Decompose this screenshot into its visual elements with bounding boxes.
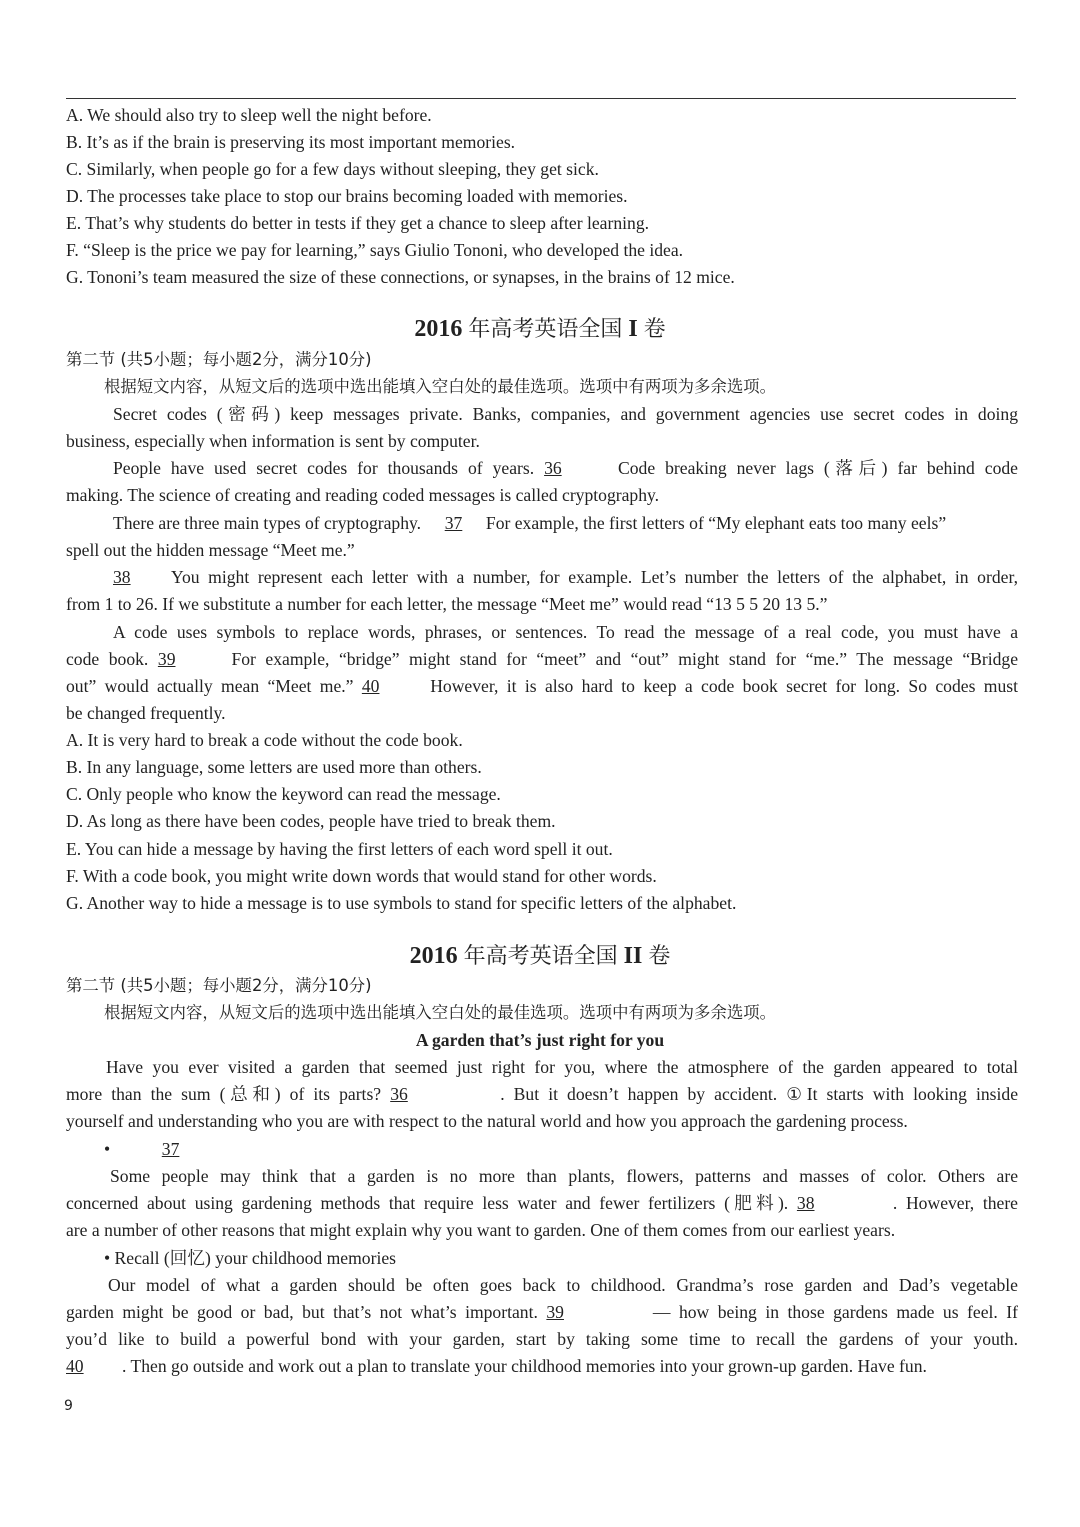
option-f-top: F. “Sleep is the price we pay for learning,” says Giulio Tononi, who developed the idea. [66, 240, 684, 260]
s1-option-f: F. With a code book, you might write down words that would stand for other words. [66, 866, 657, 886]
passage-title: A garden that’s just right for you [415, 1030, 665, 1050]
s2-p2-line3: are a number of other reasons that might explain why you want to garden. One of them comes from our earliest years. [66, 1220, 896, 1240]
s1-p4-line1 [66, 564, 1018, 591]
section2-heading [0, 939, 1080, 974]
section1-suffix: 卷 [643, 317, 666, 342]
blank-40: 40 [361, 676, 380, 696]
s1-p5-line2 [66, 646, 1018, 673]
blank-39: 39 [157, 649, 176, 669]
s1-option-c: C. Only people who know the keyword can read the message. [66, 784, 501, 804]
header-rule [66, 98, 1016, 99]
s2-bullet1-line [104, 1136, 304, 1163]
section1-heading-cn: 年高考英语全国 [468, 317, 623, 342]
s1-p2-line1 [66, 455, 1018, 482]
option-d-top: D. The processes take place to stop our brains becoming loaded with memories. [66, 186, 628, 206]
s1-option-e: E. You can hide a message by having the first letters of each word spell it out. [66, 839, 613, 859]
s1-option-a: A. It is very hard to break a code without the code book. [66, 730, 463, 750]
s2-p1b-post: . But it doesn’t happen by accident. ①It starts with looking inside [500, 1084, 1019, 1104]
s1-p3-pre: There are three main types of cryptography. [113, 513, 422, 533]
s2-blank-38: 38 [796, 1193, 815, 1213]
blank-37: 37 [444, 513, 463, 533]
section1-instruction: 根据短文内容，从短文后的选项中选出能填入空白处的最佳选项。选项中有两项为多余选项。 [104, 377, 777, 396]
option-c-top: C. Similarly, when people go for a few days without sleeping, they get sick. [66, 159, 599, 179]
s2-blank-37: 37 [161, 1139, 180, 1159]
s1-p2-post: Code breaking never lags (落后) far behind code [618, 458, 1018, 478]
s1-p4-post: You might represent each letter with a number, for example. Let’s number the letters of the alphabet, in order, [171, 567, 1019, 587]
s1-option-g: G. Another way to hide a message is to use symbols to stand for specific letters of the alphabet. [66, 893, 737, 913]
s1-p3-line1 [66, 510, 1031, 537]
s2-bullet2: • Recall (回忆) your childhood memories [104, 1248, 396, 1268]
s2-p3-line1: Our model of what a garden should be often goes back to childhood. Grandma’s rose garden and Dad’s vegetable [108, 1275, 1018, 1295]
s1-p3-post: For example, the first letters of “My elephant eats too many eels” [485, 513, 947, 533]
option-b-top: B. It’s as if the brain is preserving its most important memories. [66, 132, 516, 152]
option-a-top: A. We should also try to sleep well the night before. [66, 105, 432, 125]
s2-p1-line3: yourself and understanding who you are with respect to the natural world and how you approach the gardening process. [66, 1111, 908, 1131]
s2-p3-line4 [66, 1353, 1018, 1380]
s2-p2-line2 [66, 1190, 1018, 1217]
option-e-top: E. That’s why students do better in tests if they get a chance to sleep after learning. [66, 213, 650, 233]
s2-p1b-pre: more than the sum (总和) of its parts? [66, 1084, 382, 1104]
s2-p2b-pre: concerned about using gardening methods that require less water and fewer fertilizers (肥料). [66, 1193, 789, 1213]
s2-p3-line3: you’d like to build a powerful bond with your garden, start by taking some time to recall the gardens of your youth. [66, 1329, 1018, 1349]
s2-blank-36: 36 [390, 1084, 408, 1104]
s1-p5c-pre: out” would actually mean “Meet me.” [66, 676, 354, 696]
section1-roman: I [628, 316, 638, 342]
s1-p2-pre: People have used secret codes for thousands of years. [113, 458, 535, 478]
s1-p4-line2: from 1 to 26. If we substitute a number for each letter, the message “Meet me” would read “13 5 5 20 13 5.” [66, 594, 828, 614]
s1-option-d: D. As long as there have been codes, people have tried to break them. [66, 811, 556, 831]
s1-p5-line3 [66, 673, 1018, 700]
s2-p3b-pre: garden might be good or bad, but that’s not what’s important. [66, 1302, 538, 1322]
section2-instruction: 根据短文内容，从短文后的选项中选出能填入空白处的最佳选项。选项中有两项为多余选项。 [104, 1003, 777, 1022]
s1-option-b: B. In any language, some letters are used more than others. [66, 757, 482, 777]
bullet-icon: • [104, 1139, 111, 1159]
option-g-top: G. Tononi’s team measured the size of these connections, or synapses, in the brains of 12 mice. [66, 267, 735, 287]
s1-p5c-post: However, it is also hard to keep a code book secret for long. So codes must [430, 676, 1018, 696]
s1-p2-line2: making. The science of creating and reading coded messages is called cryptography. [66, 485, 660, 505]
blank-36: 36 [544, 458, 562, 478]
s2-p1-line2 [66, 1081, 1018, 1108]
s2-blank-40: 40 [66, 1356, 84, 1376]
blank-38: 38 [113, 567, 131, 587]
s1-p5-line4: be changed frequently. [66, 703, 226, 723]
section1-year: 2016 [414, 316, 463, 342]
s2-p3b-post: — how being in those gardens made us feel. If [652, 1302, 1019, 1322]
section2-part-title: 第二节 (共5小题；每小题2分，满分10分) [66, 976, 372, 995]
section2-suffix: 卷 [648, 944, 671, 969]
s2-p2b-post: . However, there [892, 1193, 1018, 1213]
s2-blank-39: 39 [546, 1302, 564, 1322]
section1-part-title: 第二节 (共5小题；每小题2分，满分10分) [66, 350, 372, 369]
s2-p1-line1: Have you ever visited a garden that seemed just right for you, where the atmosphere of the garden appeared to total [106, 1057, 1018, 1077]
s2-p3d-post: . Then go outside and work out a plan to translate your childhood memories into your grown-up garden. Have fun. [122, 1356, 927, 1376]
section1-heading [0, 312, 1080, 347]
s1-p5b-post: For example, “bridge” might stand for “meet” and “out” might stand for “me.” The message “Bridge [231, 649, 1019, 669]
s1-p5-line1: A code uses symbols to replace words, phrases, or sentences. To read the message of a real code, you must have a [113, 622, 1018, 642]
section2-year: 2016 [409, 943, 458, 969]
s2-p3-line2 [66, 1299, 1018, 1326]
s1-p5b-pre: code book. [66, 649, 149, 669]
s2-p2-line1: Some people may think that a garden is no more than plants, flowers, patterns and masses of color. Others are [110, 1166, 1018, 1186]
s1-p3-line2: spell out the hidden message “Meet me.” [66, 540, 355, 560]
page-number: 9 [64, 1398, 73, 1414]
s1-p1-line2: business, especially when information is sent by computer. [66, 431, 480, 451]
section2-roman: II [623, 943, 643, 969]
s1-p1-line1: Secret codes (密码) keep messages private. Banks, companies, and government agencies use secret codes in doing [113, 404, 1018, 424]
section2-heading-cn: 年高考英语全国 [463, 944, 618, 969]
